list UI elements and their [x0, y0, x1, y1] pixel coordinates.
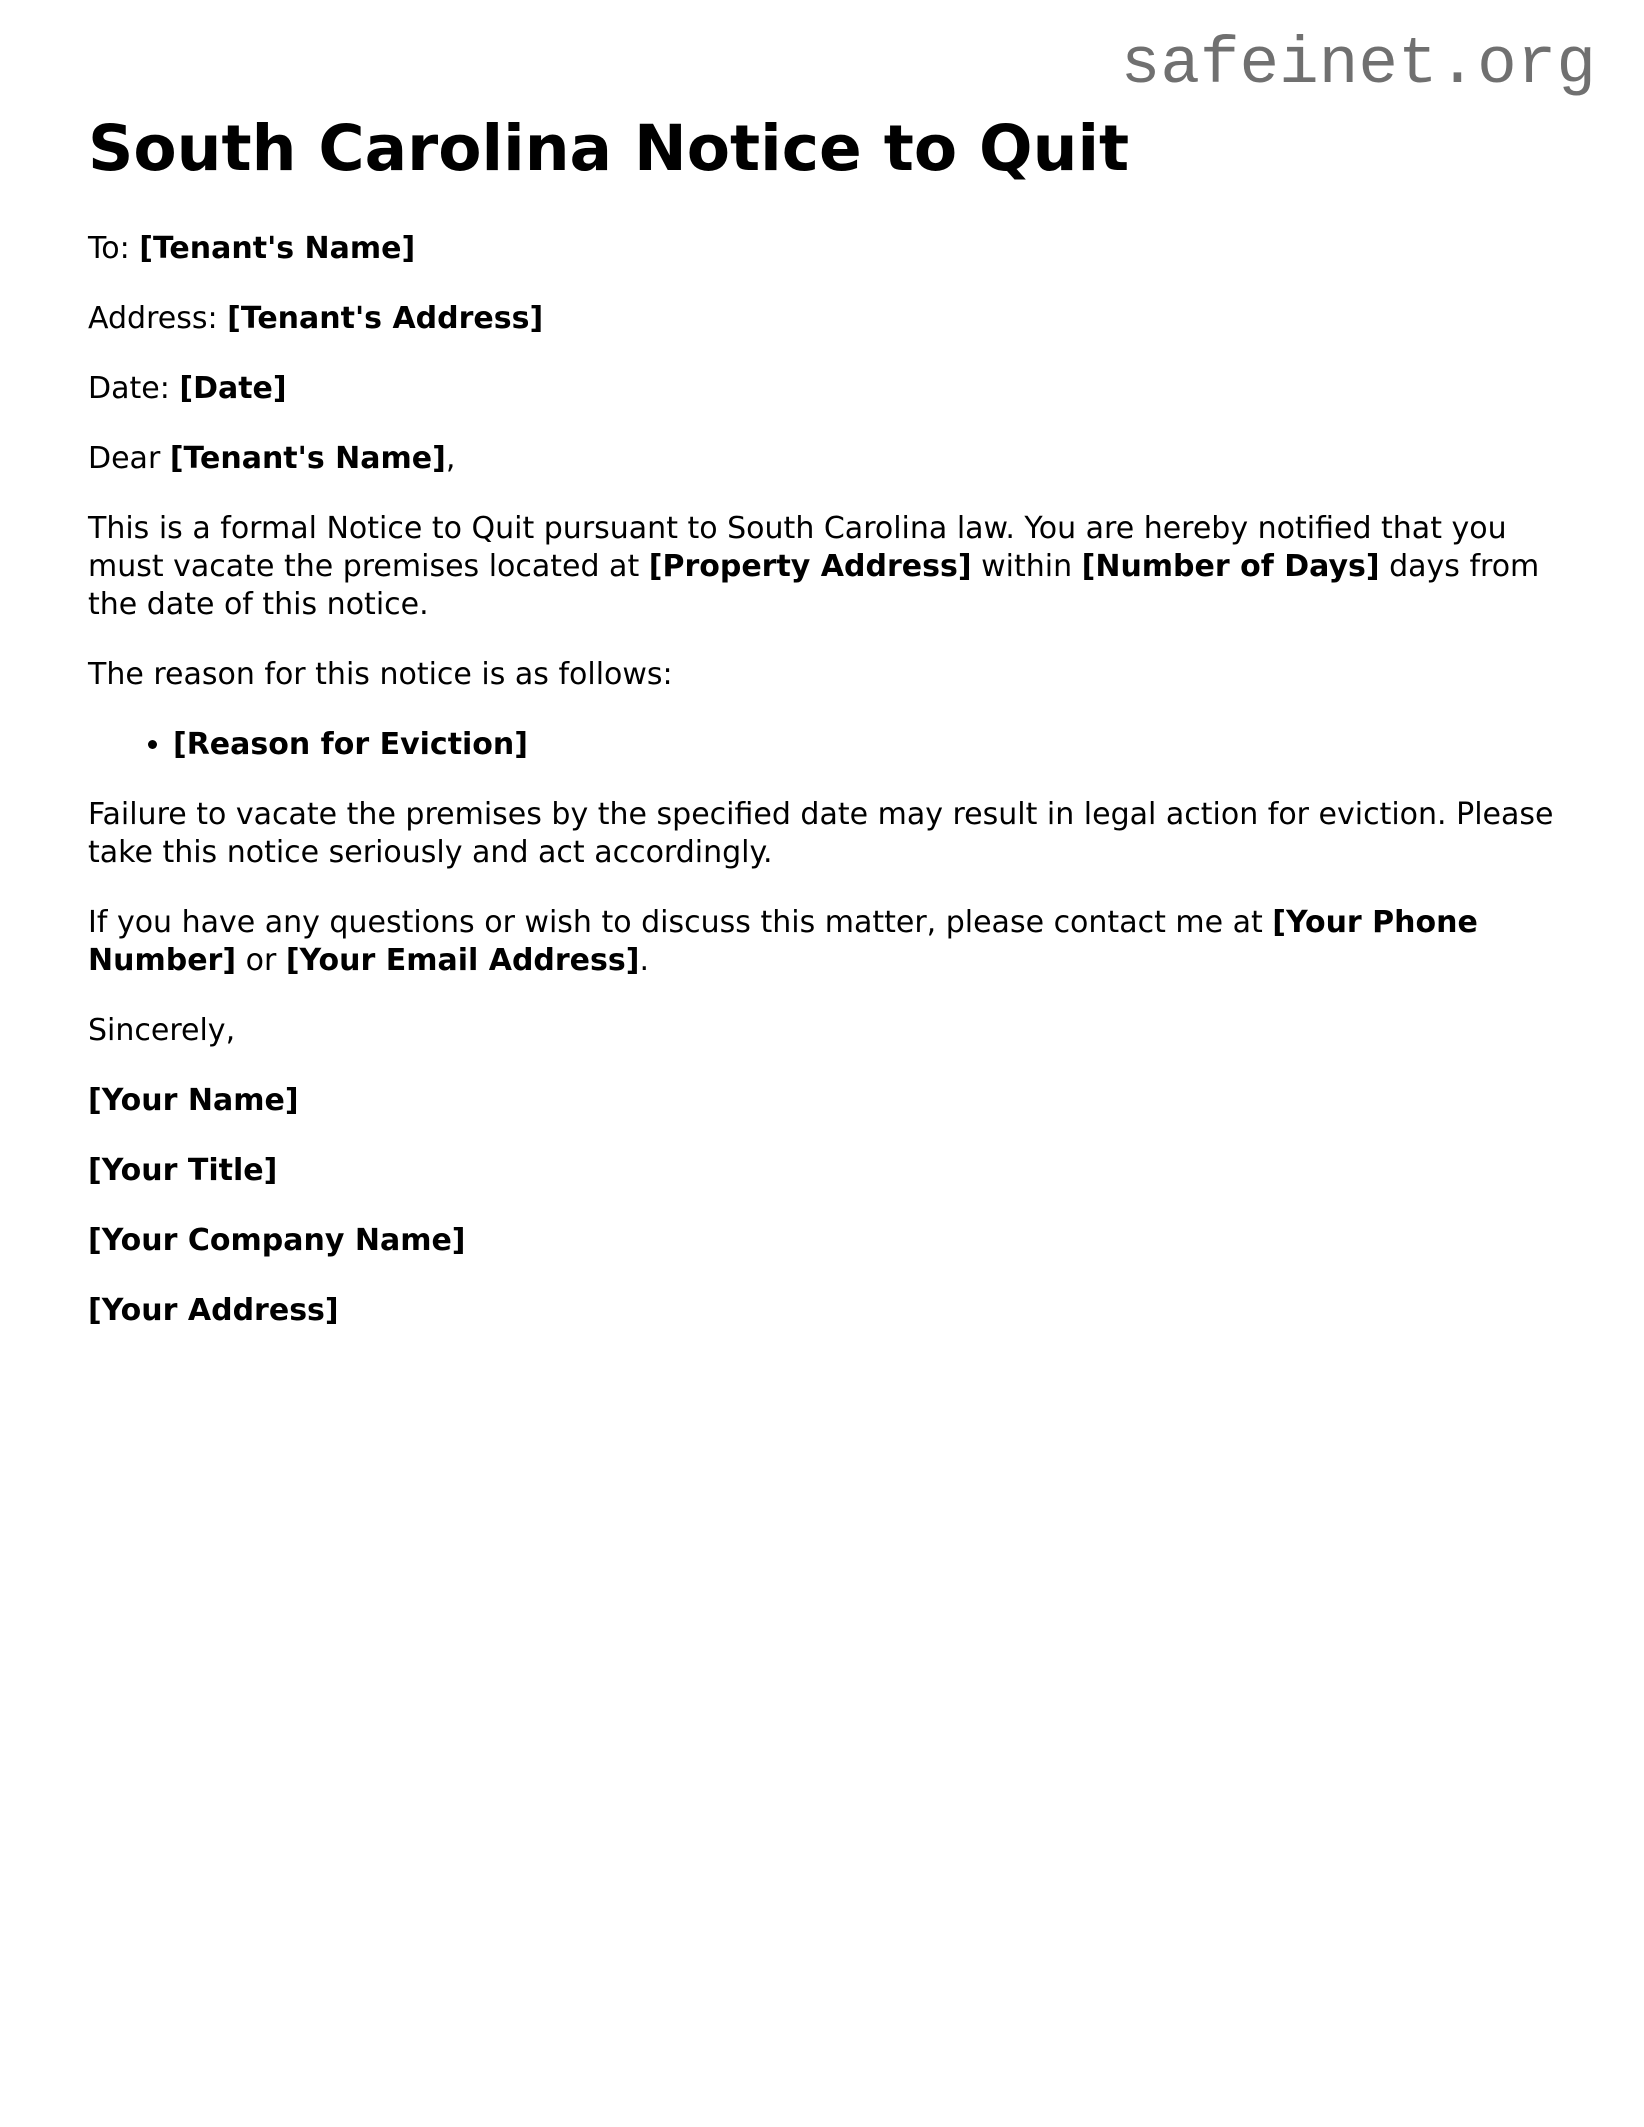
placeholder-text: [Date]: [179, 370, 287, 406]
placeholder-text: [Your Name]: [88, 1082, 299, 1118]
text-run: within: [971, 548, 1082, 584]
paragraph: [88, 230, 1556, 268]
text-run: Failure to vacate the premises by the specified date may result in legal action for eviction. Please take this notice seriously and act accordingly.: [88, 796, 1554, 870]
paragraph: [88, 1012, 1556, 1050]
text-run: or: [236, 942, 286, 978]
paragraph: [88, 300, 1556, 338]
paragraph: [88, 510, 1556, 624]
placeholder-text: [Your Phone Number]: [88, 904, 1478, 978]
paragraph: [88, 904, 1556, 980]
placeholder-text: [Tenant's Name]: [169, 440, 446, 476]
paragraph: [88, 1152, 1556, 1190]
paragraph: [88, 796, 1556, 872]
paragraph: [88, 370, 1556, 408]
paragraph: [88, 1082, 1556, 1120]
placeholder-text: [Number of Days]: [1081, 548, 1380, 584]
placeholder-text: [Your Address]: [88, 1292, 339, 1328]
text-run: Dear: [88, 440, 170, 476]
page-title: South Carolina Notice to Quit: [88, 112, 1130, 185]
text-run: To:: [88, 230, 140, 266]
text-run: If you have any questions or wish to discuss this matter, please contact me at: [88, 904, 1273, 940]
text-run: The reason for this notice is as follows:: [88, 656, 673, 692]
text-run: days from the date of this notice.: [88, 548, 1540, 622]
placeholder-text: [Tenant's Name]: [139, 230, 416, 266]
placeholder-text: [Your Email Address]: [285, 942, 640, 978]
paragraph: [88, 1292, 1556, 1330]
text-run: Sincerely,: [88, 1012, 236, 1048]
text-run: This is a formal Notice to Quit pursuant to South Carolina law. You are hereby notified that you must vacate the premises located at: [88, 510, 1507, 584]
text-run: Date:: [88, 370, 180, 406]
reason-list-item: [173, 726, 1556, 764]
paragraph: [88, 1222, 1556, 1260]
reason-list: [88, 726, 1556, 764]
placeholder-text: [Property Address]: [648, 548, 972, 584]
text-run: .: [639, 942, 650, 978]
paragraph: [88, 440, 1556, 478]
watermark-text: safeinet.org: [1120, 27, 1596, 102]
paragraph: [88, 656, 1556, 694]
placeholder-text: [Tenant's Address]: [227, 300, 544, 336]
text-run: Address:: [88, 300, 228, 336]
placeholder-text: [Your Title]: [88, 1152, 278, 1188]
placeholder-text: [Your Company Name]: [88, 1222, 466, 1258]
letter-body: [88, 230, 1556, 1330]
placeholder-text: [Reason for Eviction]: [173, 726, 528, 762]
text-run: ,: [445, 440, 456, 476]
